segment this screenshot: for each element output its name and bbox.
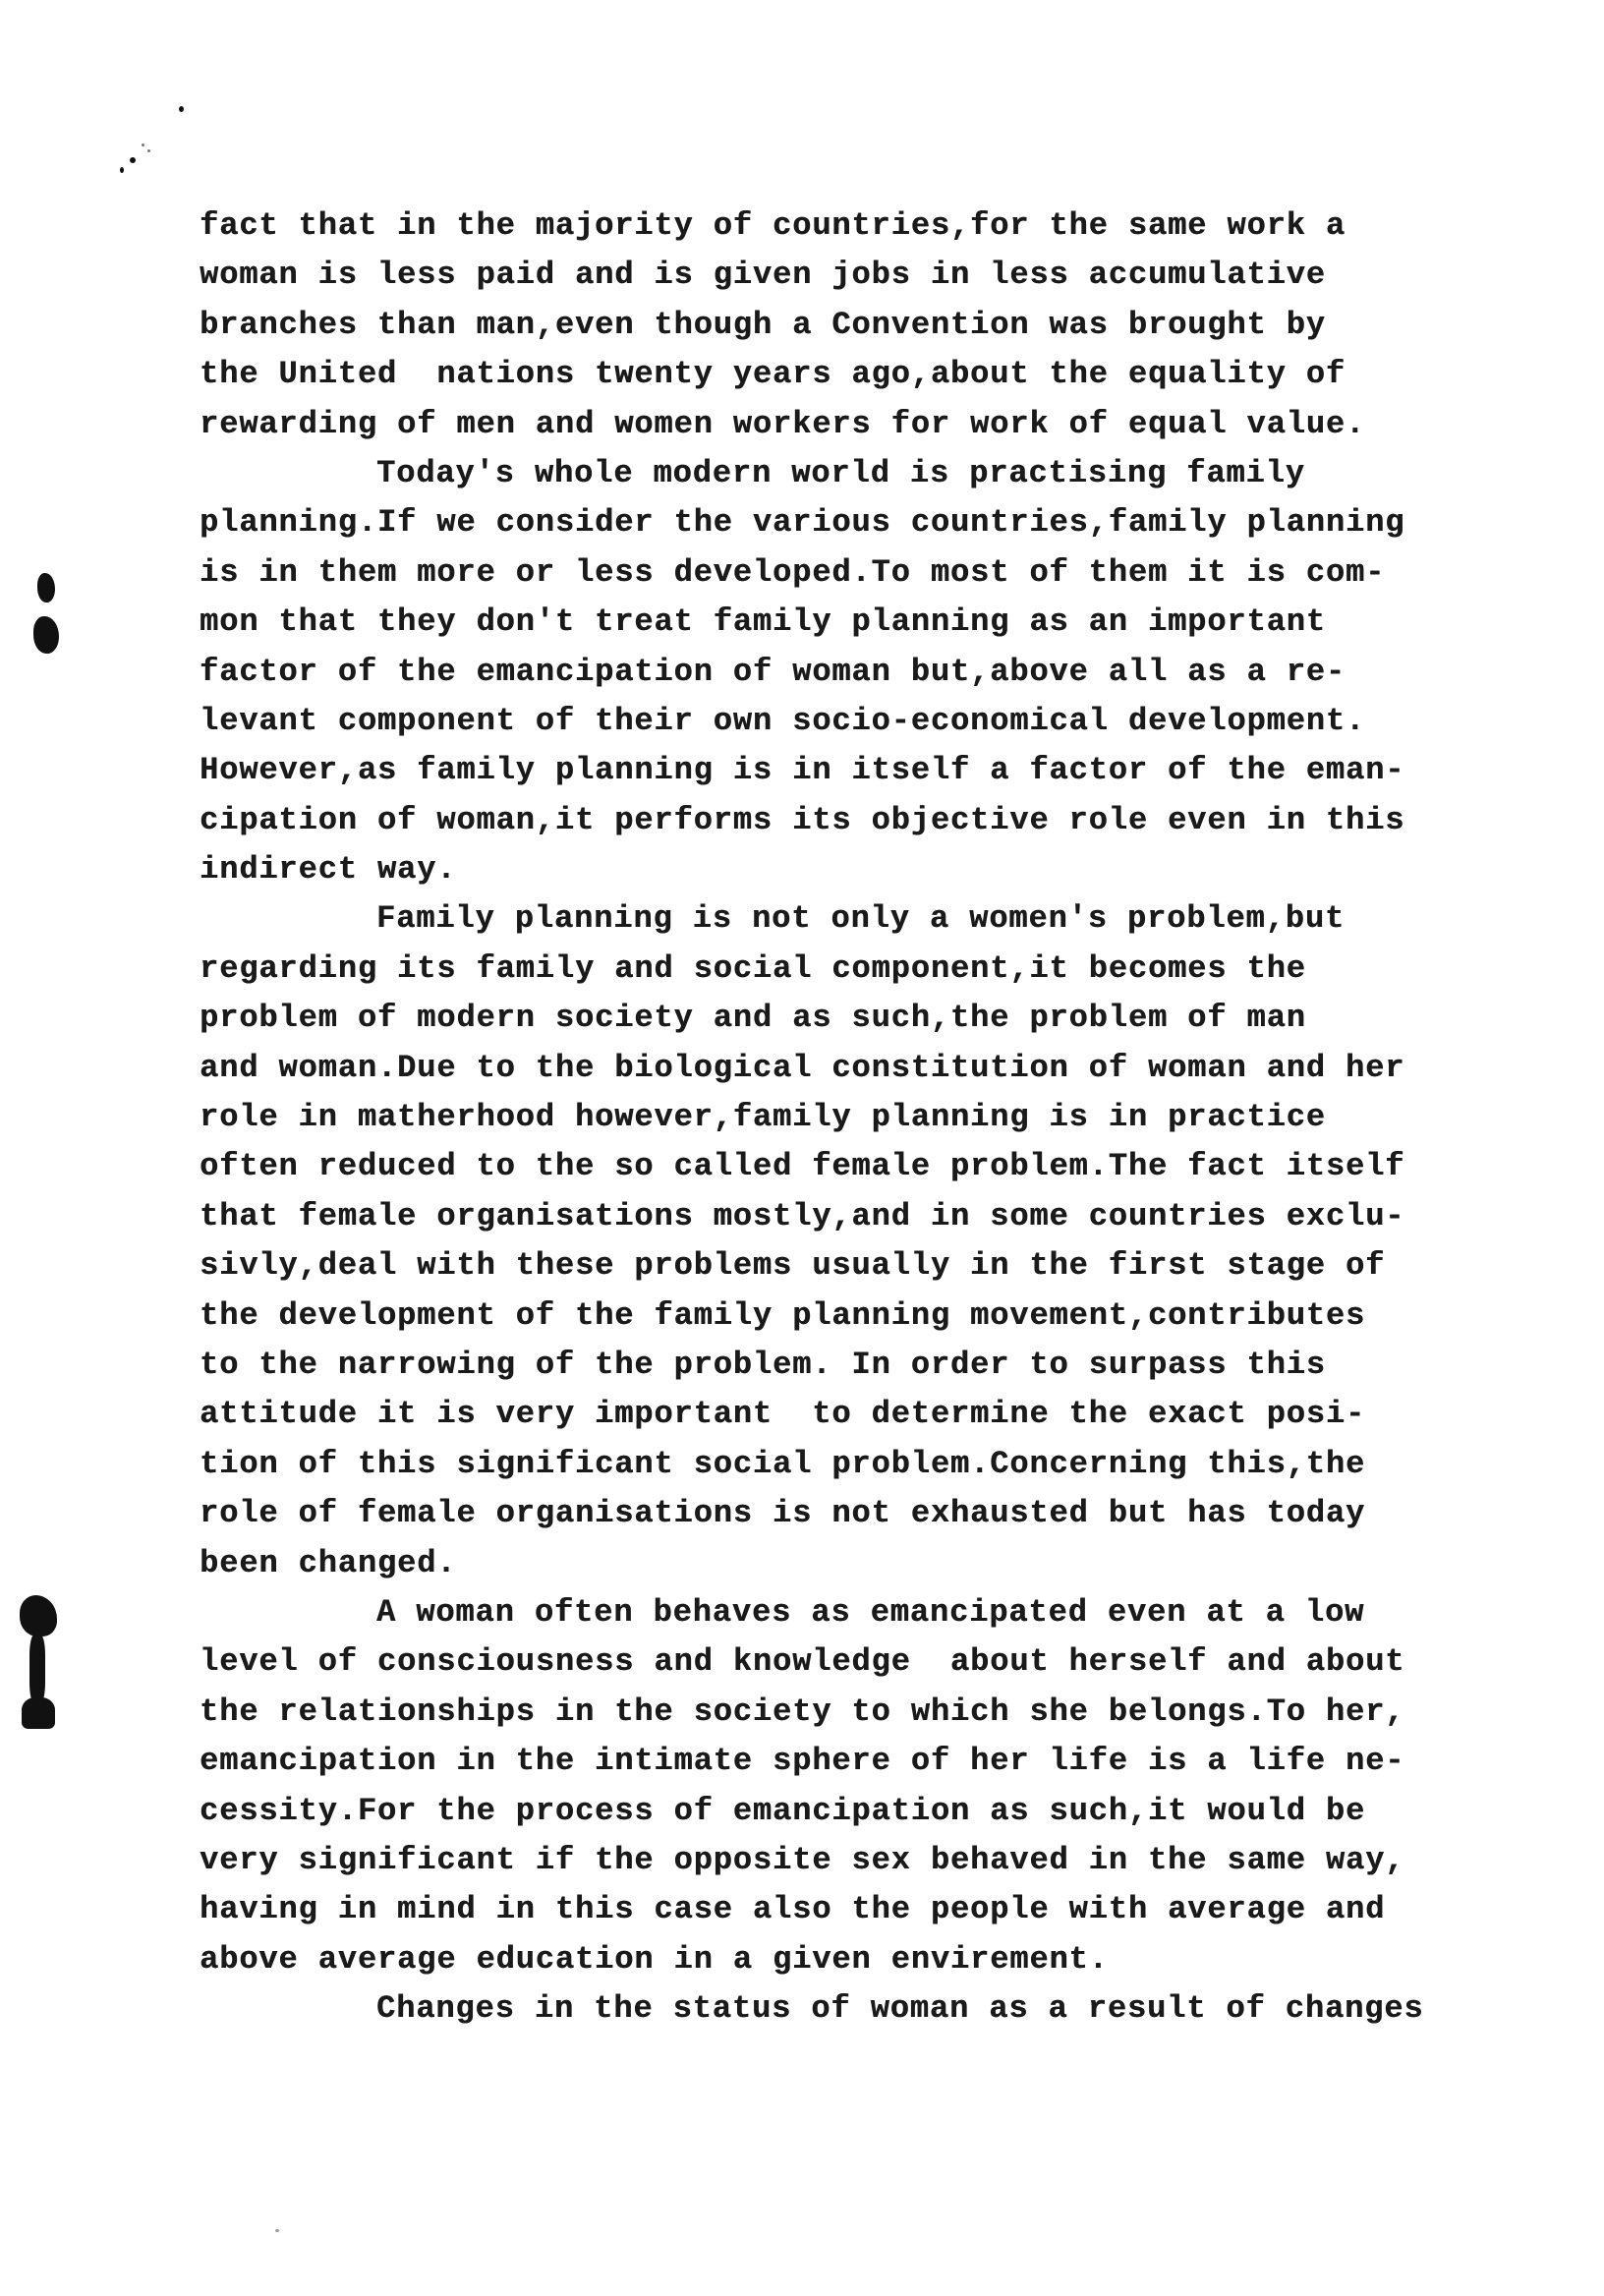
text-line: problem of modern society and as such,the problem of man (200, 1000, 1306, 1037)
text-line: to the narrowing of the problem. In order to surpass this (200, 1346, 1326, 1383)
typed-text (200, 201, 1467, 2034)
text-line: the development of the family planning movement,contributes (200, 1296, 1366, 1334)
text-line: indirect way. (200, 851, 457, 889)
binding-hole-mark (29, 565, 63, 663)
binding-hole-mark (10, 1587, 69, 1735)
text-line: the relationships in the society to which she belongs.To her, (200, 1693, 1405, 1730)
scan-speck (120, 167, 124, 173)
text-line: role in matherhood however,family planning is in practice (200, 1099, 1326, 1136)
text-line: factor of the emancipation of woman but,above all as a re- (200, 653, 1346, 690)
text-line: sivly,deal with these problems usually in the first stage of (200, 1247, 1386, 1285)
scan-speck (147, 149, 150, 152)
scan-speck (142, 144, 144, 146)
text-line: mon that they don't treat family planning as an important (200, 603, 1326, 641)
scan-speck (130, 157, 136, 163)
text-line: been changed. (200, 1544, 457, 1581)
text-line: level of consciousness and knowledge about herself and about (200, 1643, 1405, 1681)
paragraph-start-line: A woman often behaves as emancipated even at a low (376, 1593, 1365, 1631)
text-line: very significant if the opposite sex behaved in the same way, (200, 1841, 1405, 1878)
text-line: often reduced to the so called female problem.The fact itself (200, 1148, 1405, 1185)
paragraph-start-line: Changes in the status of woman as a result of changes (376, 1990, 1424, 2028)
text-line: However,as family planning is in itself a factor of the eman- (200, 752, 1405, 789)
text-line: fact that in the majority of countries,for the same work a (200, 207, 1346, 244)
text-line: the United nations twenty years ago,about the equality of (200, 356, 1346, 393)
text-line: is in them more or less developed.To most of them it is com- (200, 553, 1386, 591)
text-line: woman is less paid and is given jobs in less accumulative (200, 257, 1326, 294)
text-line: emancipation in the intimate sphere of her life is a life ne- (200, 1743, 1405, 1780)
text-line: regarding its family and social component,it becomes the (200, 949, 1306, 987)
paragraph-start-line: Today's whole modern world is practising family (376, 454, 1305, 491)
text-line: role of female organisations is not exhausted but has today (200, 1495, 1366, 1532)
text-line: tion of this significant social problem.Concerning this,the (200, 1445, 1366, 1482)
text-line: above average education in a given envirement. (200, 1940, 1109, 1978)
text-line: rewarding of men and women workers for work of equal value. (200, 405, 1366, 442)
text-line: that female organisations mostly,and in some countries exclu- (200, 1197, 1405, 1234)
text-line: and woman.Due to the biological constitution of woman and her (200, 1049, 1405, 1086)
text-line: branches than man,even though a Convention was brought by (200, 306, 1326, 343)
paragraph-start-line: Family planning is not only a women's problem,but (376, 900, 1346, 938)
text-line: cessity.For the process of emancipation as such,it would be (200, 1792, 1366, 1829)
scan-speck (275, 2229, 279, 2232)
text-line: having in mind in this case also the people with average and (200, 1891, 1386, 1928)
scan-speck (179, 106, 184, 112)
text-line: attitude it is very important to determine the exact posi- (200, 1396, 1366, 1433)
text-line: levant component of their own socio-economical development. (200, 702, 1366, 739)
text-line: cipation of woman,it performs its objective role even in this (200, 801, 1405, 838)
text-line: planning.If we consider the various countries,family planning (200, 504, 1405, 542)
